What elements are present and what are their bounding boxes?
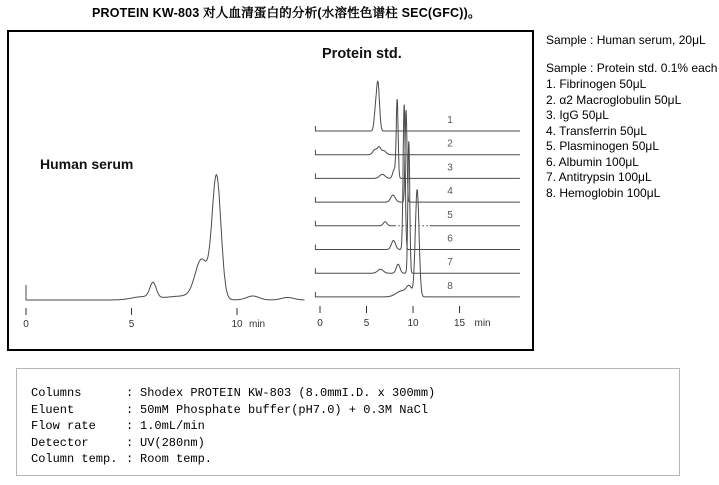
conditions-rows (17, 369, 679, 468)
std-sample-item: 4. Transferrin 50μL (546, 123, 647, 138)
x-tick-label: 0 (317, 318, 323, 329)
trace-5-solid-left (315, 221, 394, 226)
x-axis-unit-label: min (474, 318, 491, 329)
condition-separator: : (126, 419, 134, 433)
std-sample-list (546, 77, 718, 201)
condition-row (31, 451, 679, 468)
condition-label: Column temp. (31, 452, 118, 466)
std-sample-item: 1. Fibrinogen 50μL (546, 77, 647, 91)
serum-sample-line: Sample : Human serum, 20μL (546, 33, 706, 47)
chromatogram-panel (7, 30, 534, 351)
condition-value: UV(280nm) (140, 435, 205, 450)
x-tick-label: 10 (231, 319, 243, 330)
conditions-box (16, 368, 680, 476)
trace-number-label: 8 (447, 280, 453, 292)
page-title: PROTEIN KW-803 对人血清蛋白的分析(水溶性色谱柱 SEC(GFC))。 (92, 6, 481, 20)
condition-row (31, 418, 679, 435)
chromatograms-svg (9, 32, 532, 349)
std-sample-header: Sample : Protein std. 0.1% each (546, 61, 718, 75)
chromatogram-trace-3 (315, 99, 520, 178)
std-sample-item: 2. α2 Macroglobulin 50μL (546, 92, 682, 107)
std-sample-item: 5. Plasminogen 50μL (546, 139, 659, 153)
condition-label: Eluent (31, 402, 75, 417)
chromatogram-trace-8 (315, 190, 520, 297)
x-tick-label: 0 (23, 319, 29, 330)
std-sample-item: 8. Hemoglobin 100μL (546, 185, 661, 200)
condition-separator: : (126, 402, 134, 417)
condition-label: Columns (31, 386, 82, 400)
condition-separator: : (126, 435, 134, 450)
condition-separator: : (126, 452, 134, 466)
condition-separator: : (126, 386, 134, 400)
x-tick-label: 5 (363, 318, 370, 329)
human-serum-label: Human serum (40, 156, 134, 172)
x-axis-unit-label: min (249, 319, 266, 330)
std-sample-item: 7. Antitrypsin 100μL (546, 170, 652, 184)
condition-value: 50mM Phosphate buffer(pH7.0) + 0.3M NaCl (140, 402, 429, 417)
chromatogram-trace-1 (315, 81, 520, 131)
protein-std-label: Protein std. (322, 46, 402, 62)
condition-value: 1.0mL/min (140, 419, 205, 433)
trace-number-label: 5 (447, 209, 453, 221)
condition-row (31, 402, 679, 419)
chromatogram-trace-6 (315, 105, 520, 249)
chromatogram-trace-human-serum (26, 175, 305, 300)
trace-number-label: 1 (447, 115, 453, 126)
trace-number-label: 2 (447, 138, 453, 150)
sample-info-panel (546, 33, 718, 201)
condition-label: Detector (31, 435, 89, 450)
chromatogram-trace-7 (315, 142, 520, 273)
x-tick-label: 5 (128, 319, 135, 330)
chromatogram-trace-2 (315, 147, 520, 155)
x-tick-label: 15 (453, 318, 466, 329)
trace-number-label: 7 (447, 257, 453, 269)
trace-number-label: 4 (447, 186, 453, 198)
x-tick-label: 10 (407, 318, 419, 329)
std-sample-item: 6. Albumin 100μL (546, 154, 639, 169)
std-sample-item: 3. IgG 50μL (546, 108, 609, 122)
trace-number-label: 6 (447, 233, 453, 245)
condition-value: Room temp. (140, 452, 213, 466)
condition-row (31, 385, 679, 402)
chromatogram-trace-4 (315, 111, 520, 203)
condition-label: Flow rate (31, 419, 96, 433)
condition-row (31, 435, 679, 452)
trace-number-label: 3 (447, 162, 453, 174)
condition-value: Shodex PROTEIN KW-803 (8.0mmI.D. x 300mm) (140, 386, 436, 400)
